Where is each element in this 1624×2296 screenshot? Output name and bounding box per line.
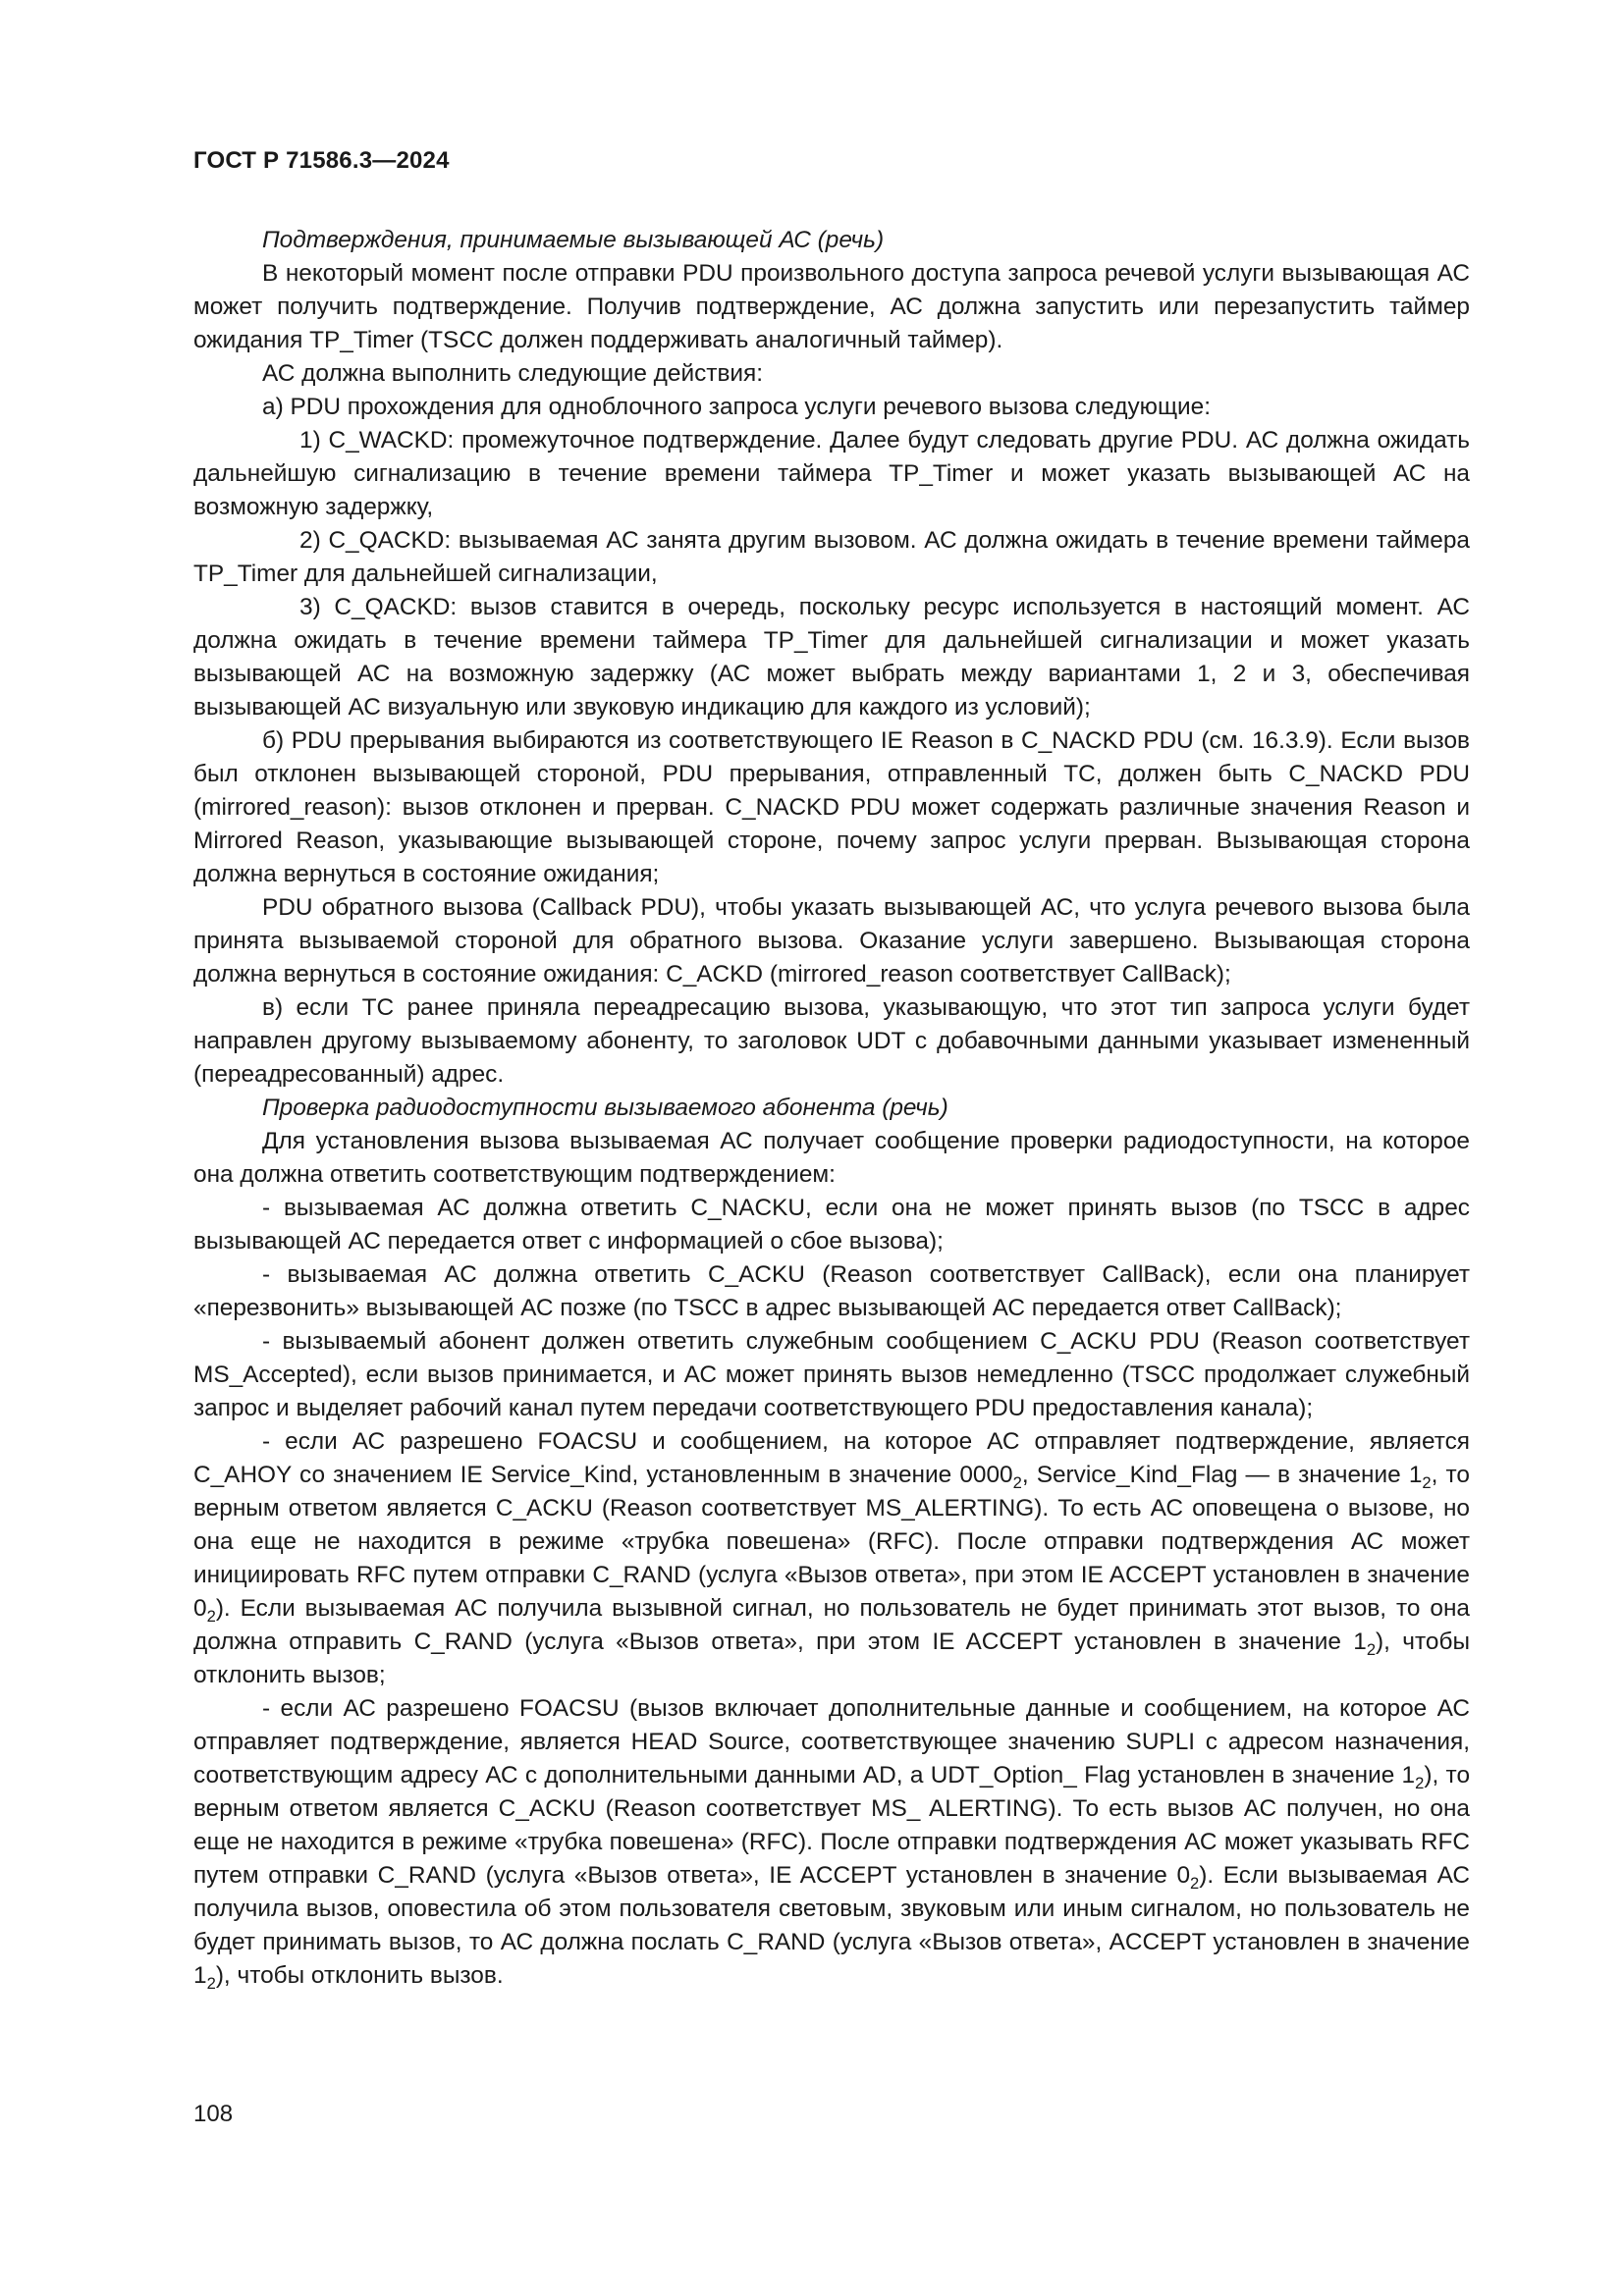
paragraph: PDU обратного вызова (Callback PDU), чтобы указать вызывающей АС, что услуга речевого вызова была принята вызываемой стороной для обратного вызова. Оказание услуги завершено. Вызывающая сторона должна вернуться в состояние ожидания: C_ACKD (mirrored_reason соответствует CallBack); [193,894,1470,988]
list-item: в) если ТС ранее приняла переадресацию вызова, указывающую, что этот тип запроса услуги будет направлен другому вызываемому абоненту, то заголовок UDT с добавочными данными указывает измененный (переадресованный) адрес. [193,994,1470,1088]
subscript: 2 [1190,1873,1200,1893]
section-heading-acknowledgements: Подтверждения, принимаемые вызывающей АС (речь) [262,227,885,253]
text-run: - если АС разрешено FOACSU и сообщением, на которое АС отправляет подтверждение, является C_AHOY со значением IE Service_Kind, установленным в значение 0000 [193,1428,1470,1488]
text-run: ). Если вызываемая АС получила вызов, оповестила об этом пользователя световым, звуковым или иным сигналом, но пользователь не будет принимать вызов, то АС должна послать C_RAND (услуга «Вызов ответа», ACCEPT установлен в значение 1 [193,1862,1470,1989]
text-run: ). Если вызываемая АС получила вызывной сигнал, но пользователь не будет принимать этот вызов, то она должна отправить C_RAND (услуга «Вызов ответа», при этом IE ACCEPT установлен в значение 1 [193,1595,1470,1655]
dash-list-item: - вызываемая АС должна ответить C_NACKU, если она не может принять вызов (по TSCC в адрес вызывающей АС передается ответ с информацией о сбое вызова); [193,1195,1470,1255]
text-run: ), то верным ответом является C_ACKU (Reason соответствует MS_ ALERTING). То есть вызов АС получен, но она еще не находится в режиме «трубка повешена» (RFC). После отправки подтверждения АС может указывать RFC путем отправки C_RAND (услуга «Вызов ответа», IE ACCEPT установлен в значение 0 [193,1762,1471,1889]
subscript: 2 [1012,1472,1022,1492]
subscript: 2 [206,1973,216,1993]
paragraph: Для установления вызова вызываемая АС получает сообщение проверки радиодоступности, на которое она должна ответить соответствующим подтверждением: [193,1128,1470,1188]
text-run: , Service_Kind_Flag — в значение 1 [1021,1462,1423,1488]
document-body [193,224,1470,1993]
subscript: 2 [206,1606,216,1626]
subscript: 2 [1415,1773,1425,1792]
text-run: - если АС разрешено FOACSU (вызов включает дополнительные данные и сообщением, на которое АС отправляет подтверждение, является HEAD Source, соответствующее значению SUPLI с адресом назначения, соответствующим адресу АС с дополнительными данными AD, а UDT_Option_ Flag установлен в значение 1 [193,1695,1470,1789]
list-item: а) PDU прохождения для одноблочного запроса услуги речевого вызова следующие: [262,394,1212,420]
page-number: 108 [193,2101,234,2127]
dash-list-item: - вызываемая АС должна ответить C_ACKU (Reason соответствует CallBack), если она планирует «перезвонить» вызывающей АС позже (по TSCC в адрес вызывающей АС передается ответ CallBack); [193,1261,1470,1321]
dash-list-item: - вызываемый абонент должен ответить служебным сообщением C_ACKU PDU (Reason соответствует MS_Accepted), если вызов принимается, и АС может принять вызов немедленно (TSCC продолжает служебный запрос и выделяет рабочий канал путем передачи соответствующего PDU предоставления канала); [193,1328,1470,1421]
subscript: 2 [1366,1639,1377,1659]
text-run: ), чтобы отклонить вызов. [215,1962,504,1989]
list-item: б) PDU прерывания выбираются из соответствующего IE Reason в C_NACKD PDU (см. 16.3.9). Если вызов был отклонен вызывающей стороной, PDU прерывания, отправленный ТС, должен быть C_NACKD PDU (mirrored_reason): вызов отклонен и прерван. C_NACKD PDU может содержать различные значения Reason и Mirrored Reason, указывающие вызывающей стороне, почему запрос услуги прерван. Вызывающая сторона должна вернуться в состояние ожидания; [193,727,1470,887]
paragraph: В некоторый момент после отправки PDU произвольного доступа запроса речевой услуги вызывающая АС может получить подтверждение. Получив подтверждение, АС должна запустить или перезапустить таймер ожидания TP_Timer (TSCC должен поддерживать аналогичный таймер). [193,260,1470,353]
section-heading-radio-check: Проверка радиодоступности вызываемого абонента (речь) [262,1095,948,1121]
dash-list-item [193,1425,1470,1692]
text-run: ), чтобы отклонить вызов; [193,1629,1470,1688]
document-header: ГОСТ Р 71586.3—2024 [193,147,450,174]
subscript: 2 [1422,1472,1432,1492]
sub-list-item: 1) C_WACKD: промежуточное подтверждение. Далее будут следовать другие PDU. АС должна ожидать дальнейшую сигнализацию в течение времени таймера TP_Timer и может указать вызывающей АС на возможную задержку, [193,427,1470,520]
sub-list-item: 2) C_QACKD: вызываемая АС занята другим вызовом. АС должна ожидать в течение времени таймера TP_Timer для дальнейшей сигнализации, [193,527,1470,587]
dash-list-item [193,1692,1470,1993]
text-run: , то верным ответом является C_ACKU (Reason соответствует MS_ALERTING). То есть АС оповещена о вызове, но она еще не находится в режиме «трубка повешена» (RFC). После отправки подтверждения АС может инициировать RFC путем отправки C_RAND (услуга «Вызов ответа», при этом IE ACCEPT установлен в значение 0 [193,1462,1470,1622]
sub-list-item: 3) C_QACKD: вызов ставится в очередь, поскольку ресурс используется в настоящий момент. АС должна ожидать в течение времени таймера TP_Timer для дальнейшей сигнализации и может указать вызывающей АС на возможную задержку (АС может выбрать между вариантами 1, 2 и 3, обеспечивая вызывающей АС визуальную или звуковую индикацию для каждого из условий); [193,594,1470,721]
paragraph: АС должна выполнить следующие действия: [262,360,764,387]
